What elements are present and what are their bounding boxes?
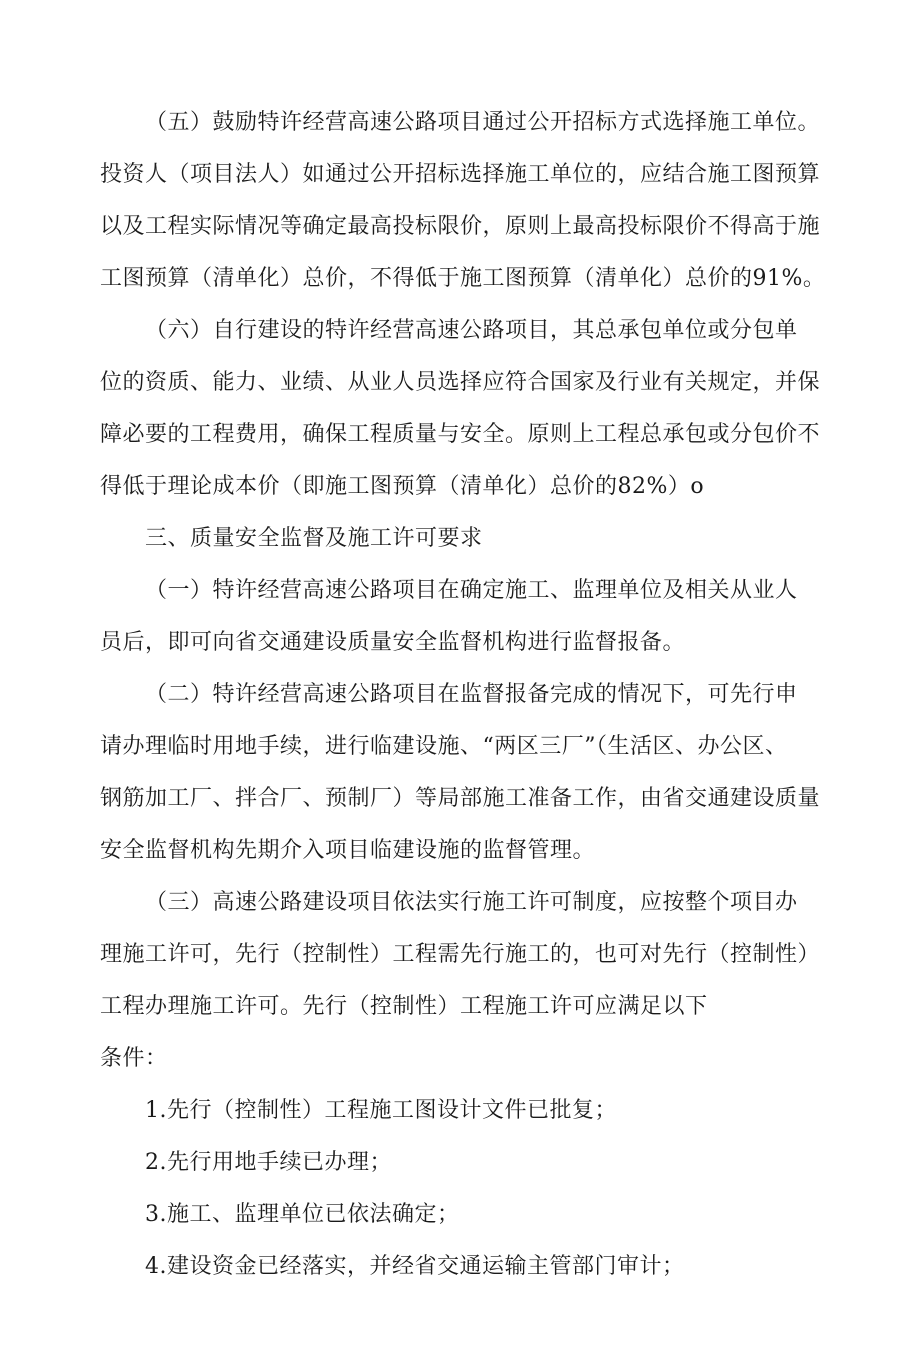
text-line: 位的资质、能力、业绩、从业人员选择应符合国家及行业有关规定，并保 (100, 370, 821, 395)
text-line: （五）鼓励特许经营高速公路项目通过公开招标方式选择施工单位。 (145, 110, 821, 135)
section-heading: 三、质量安全监督及施工许可要求 (145, 526, 483, 551)
text-line: 条件： (100, 1046, 168, 1071)
text-line: 障必要的工程费用，确保工程质量与安全。原则上工程总承包或分包价不 (100, 422, 821, 447)
list-item: 3.施工、监理单位已依法确定； (145, 1202, 460, 1227)
text-line: （三）高速公路建设项目依法实行施工许可制度，应按整个项目办 (145, 890, 798, 915)
text-line: 工程办理施工许可。先行（控制性）工程施工许可应满足以下 (100, 994, 708, 1019)
text-line: 理施工许可，先行（控制性）工程需先行施工的，也可对先行（控制性） (100, 942, 821, 967)
text-line: 钢筋加工厂、拌合厂、预制厂）等局部施工准备工作，由省交通建设质量 (100, 786, 821, 811)
text-line: 员后，即可向省交通建设质量安全监督机构进行监督报备。 (100, 630, 686, 655)
list-item: 1.先行（控制性）工程施工图设计文件已批复； (145, 1098, 617, 1123)
text-line: （二）特许经营高速公路项目在监督报备完成的情况下，可先行申 (145, 682, 798, 707)
text-line: 投资人（项目法人）如通过公开招标选择施工单位的，应结合施工图预算 (100, 162, 821, 187)
text-line: （六）自行建设的特许经营高速公路项目，其总承包单位或分包单 (145, 318, 798, 343)
list-item: 4.建设资金已经落实，并经省交通运输主管部门审计； (145, 1254, 685, 1279)
text-line: （一）特许经营高速公路项目在确定施工、监理单位及相关从业人 (145, 578, 798, 603)
text-line: 得低于理论成本价（即施工图预算（清单化）总价的82%）o (100, 474, 705, 499)
text-line: 以及工程实际情况等确定最高投标限价，原则上最高投标限价不得高于施 (100, 214, 821, 239)
text-line: 请办理临时用地手续，进行临建设施、“两区三厂”（生活区、办公区、 (100, 734, 788, 759)
text-line: 工图预算（清单化）总价，不得低于施工图预算（清单化）总价的91%。 (100, 266, 826, 291)
list-item: 2.先行用地手续已办理； (145, 1150, 392, 1175)
text-line: 安全监督机构先期介入项目临建设施的监督管理。 (100, 838, 596, 863)
